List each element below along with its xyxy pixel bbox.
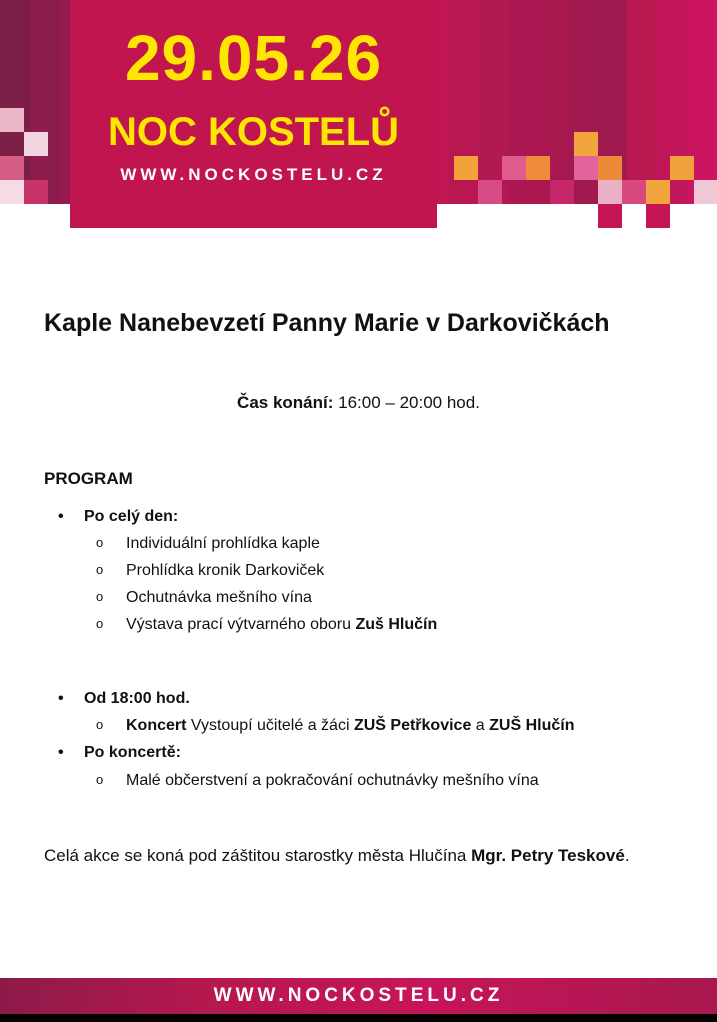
item-text: Vystoupí učitelé a žáci: [186, 717, 354, 734]
event-time: [0, 390, 717, 416]
item-bold: Koncert: [126, 717, 187, 734]
sub-bullet-icon: o: [96, 535, 104, 550]
program-section: [58, 504, 178, 530]
bullet-icon: •: [58, 744, 64, 761]
bullet-icon: •: [58, 690, 64, 707]
list-item: [96, 712, 574, 739]
item-bold: ZUŠ Hlučín: [489, 717, 575, 734]
event-name: NOC KOSTELŮ: [107, 110, 400, 154]
brand-block: [70, 0, 437, 228]
sub-bullet-icon: o: [96, 589, 104, 604]
item-text: Prohlídka kronik Darkoviček: [126, 562, 325, 579]
bullet-icon: •: [58, 508, 64, 525]
note-end: .: [624, 846, 630, 865]
list-item: [96, 557, 324, 584]
header-website-link[interactable]: WWW.NOCKOSTELU.CZ: [120, 165, 387, 184]
page-title: Kaple Nanebevzetí Panny Marie v Darkovičkách: [44, 309, 610, 337]
item-text: Výstava prací výtvarného oboru: [126, 616, 356, 633]
sub-bullet-icon: o: [96, 717, 104, 732]
list-item: [96, 767, 539, 794]
section-label: Po celý den:: [84, 508, 179, 525]
bottom-bar: [0, 1014, 717, 1022]
note-text: Celá akce se koná pod záštitou starostky města Hlučína: [44, 846, 472, 865]
item-bold: Zuš Hlučín: [355, 616, 438, 633]
list-item: [96, 611, 437, 638]
section-label: Po koncertě:: [84, 744, 181, 761]
item-bold: ZUŠ Petřkovice: [353, 717, 472, 734]
item-text: Malé občerstvení a pokračování ochutnávky mešního vína: [126, 772, 539, 789]
footer-banner: [0, 978, 717, 1014]
header-banner: [0, 0, 717, 230]
list-item: [96, 530, 320, 557]
item-text: Individuální prohlídka kaple: [126, 535, 320, 552]
time-label: Čas konání:: [237, 393, 334, 412]
program-section: [58, 686, 190, 712]
item-text: a: [471, 717, 490, 734]
footer-website-link[interactable]: WWW.NOCKOSTELU.CZ: [213, 985, 504, 1006]
sub-bullet-icon: o: [96, 616, 104, 631]
sub-bullet-icon: o: [96, 772, 104, 787]
program-section: [58, 740, 181, 766]
patronage-note: [44, 842, 644, 870]
sub-bullet-icon: o: [96, 562, 104, 577]
note-bold: Mgr. Petry Teskové: [471, 846, 625, 865]
section-label: Od 18:00 hod.: [84, 690, 190, 707]
list-item: [96, 584, 312, 611]
event-date: 29.05.26: [124, 22, 383, 94]
time-value: 16:00 – 20:00 hod.: [338, 393, 480, 412]
program-heading: PROGRAM: [44, 469, 133, 488]
item-text: Ochutnávka mešního vína: [126, 589, 312, 606]
